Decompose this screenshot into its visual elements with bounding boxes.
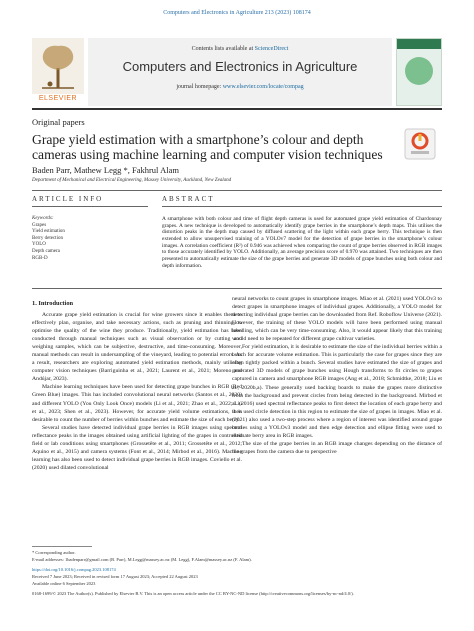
contents-line: Contents lists available at ScienceDirect [191,46,289,52]
journal-homepage-link[interactable]: www.elsevier.com/locate/compag [222,84,304,90]
masthead [32,38,442,106]
check-for-updates-icon[interactable] [404,128,436,160]
abstract-text: A smartphone with both colour and time of flight depth cameras is used for automated grape yield estimation of Chardonnay grapes. A new technique is developed to automatically identify grape berries in the smartphone’s depth maps. This utilises the distortion peaks in the depth map caused by diffused scattering of the light within each grape berry. This technique is then extended to allow unsupervised training of a YOLOv7 model for the detection of grape berries in the smartphone’s colour images. A correlation coefficient (R²) of 0.946 was achieved when comparing the count of grape berries observed in RGB images to those accurately identified by YOLO. Additionally, an average precision score of 0.970 was attained. Two techniques are then presented to automatically estimate the size of the grape berries and generate 3D models of grape bunches using both colour and depth information. [162,216,442,269]
right-column [232,295,442,456]
received-dates: Received 7 June 2023; Received in revised form 17 August 2023; Accepted 22 August 2023 [32,573,198,579]
license-text[interactable]: 0168-1699/© 2023 The Author(s). Published by Elsevier B.V. This is an open access article under the CC BY-NC-ND license (http://creativecommons.org/licenses/by-nc-nd/4.0/). [32,590,354,596]
journal-header-box [88,38,392,106]
abstract-heading: ABSTRACT [162,195,215,203]
journal-cover-thumbnail[interactable] [396,38,442,106]
footer [32,550,442,597]
cover-graphic [405,57,433,85]
introduction-heading: 1. Introduction [32,300,74,307]
publisher-name: ELSEVIER [38,95,78,102]
body-paragraph: Several studies have detected individual grape berries in RGB images using spectral reflectance peaks in the images obtained using artificial lighting of the grapes in controlled field or lab conditions using smartphones (Grossetête et al., 2011; Grossetête et al., 2012; Aquino et al., 2015) and camera systems (Font et al., 2014; Mirbod et al., 2016). Machine learning has also been used to detect individual grape berries in RGB images. Coviello et al. (2020) used dilated convolutional [32,424,242,471]
left-column [32,311,242,472]
elsevier-logo [32,38,84,104]
keyword: Grapes [32,222,47,228]
article-title: Grape yield estimation with a smartphone’s colour and depth cameras using machine learning and computer vision techniques [32,132,383,162]
keywords-label: Keywords: [32,216,54,221]
journal-homepage-line: journal homepage: www.elsevier.com/locate/compag [176,84,304,90]
journal-title: Computers and Electronics in Agriculture [122,59,358,74]
available-online: Available online 6 September 2023 [32,580,96,586]
cover-band [397,39,441,49]
keyword: Yield estimation [32,229,65,235]
article-info-heading: ARTICLE INFO [32,195,104,203]
doi-link[interactable]: https://doi.org/10.1016/j.compag.2023.108174 [32,566,116,572]
keyword: Depth camera [32,248,60,254]
affiliation: Department of Mechanical and Electrical Engineering, Massey University, Auckland, New Zealand [32,178,232,183]
body-paragraph: Machine learning techniques have been used for detecting grape bunches in RGB (Red Green Blue) images. This has included convolutional neural networks (Santos et al., 2020) and different YOLO (You Only Look Once) models (Li et al., 2021; Zhao et al., 2022; Liu et al., 2023; Shen et al., 2023). However, for accurate yield volume estimations, it is desirable to count the number of berries within bunches and estimate the size of each berry. [32,384,242,423]
masthead-rule [32,108,442,110]
email-addresses[interactable]: E-mail addresses: 1badenparr@gmail.com (B. Parr), M.Legg@massey.ac.nz (M. Legg), F.Alam@massey.ac.nz (F. Alam). [32,556,252,562]
article-type: Original papers [32,117,85,127]
body-divider [32,288,442,289]
author-list[interactable]: Baden Parr, Mathew Legg *, Fakhrul Alam [32,165,179,175]
corresponding-author-note: * Corresponding author. [32,550,76,555]
info-divider [32,190,442,191]
body-paragraph: neural networks to count grapes in smartphone images. Miao et al. (2021) used YOLOv3 to detect grapes in smartphone images of individual grapes. Additionally, a YOLO model for detecting individual grape berries can be downloaded from Ref. Roboflow Universe (2021). However, the training of these YOLO models will have been performed using manual labelling, which can be very time-consuming. Also, it would appear likely that this training would need to be repeated for different grape cultivar varieties. [232,296,442,343]
footnote-rule [32,546,92,547]
body-paragraph: Accurate grape yield estimation is crucial for wine growers since it enables them to effectively plan, organise, and take necessary actions, such as pruning and thinning, to optimise the quality of the wine they produce. Traditionally, yield estimation has been conducted through manual techniques such as visual observation or by cutting and weighing samples, which can be subjective, destructive, and time-consuming. Moreover, manual methods can result in undersampling of the vineyard, leading to potential errors. As a result, researchers are exploring automated yield estimation methods, mainly utilising computer vision techniques (Barriguinha et al., 2021; Laurent et al., 2021; Moreno and Andújar, 2023). [32,312,242,383]
keyword: Berry detection [32,235,63,241]
body-paragraph: The size of the grape berries in an RGB image changes depending on the distance of the grapes from the camera due to perspective [232,440,442,455]
running-head[interactable]: Computers and Electronics in Agriculture 213 (2023) 108174 [163,10,311,16]
keyword: RGB-D [32,255,48,261]
abstract-rule [162,206,442,207]
sciencedirect-link[interactable]: ScienceDirect [254,46,289,52]
keyword: YOLO [32,242,46,248]
body-paragraph: For yield estimation, it is desirable to estimate the size of the individual berries within a bunch for accurate volume estimation. This is particularly the case for grapes since they are often tightly packed within a bunch. Several studies have estimated the size of grapes and generated 3D models of grape bunches using Hough transforms to fit circles to grapes captured in camera and smartphone RGB images (Ang et al., 2018; Schmidtke, 2018; Liu et al., 2020b,a). These generally used backing boards to make the grapes more distinctive from the background and prevent circles from being detected in the background. Mirbod et al. (2016) used spectral reflectance peaks to first detect the location of each grape berry and then used circle detection in this region to estimate the size of grapes in images. Miao et al. (2021) also used a two-step process where a region of interest was identified around grape berries using a YOLOv3 model and then edge detection and ellipse fitting were used to estimate berry area in RGB images. [232,344,442,439]
keywords-block [32,216,65,262]
info-rule [32,206,148,207]
